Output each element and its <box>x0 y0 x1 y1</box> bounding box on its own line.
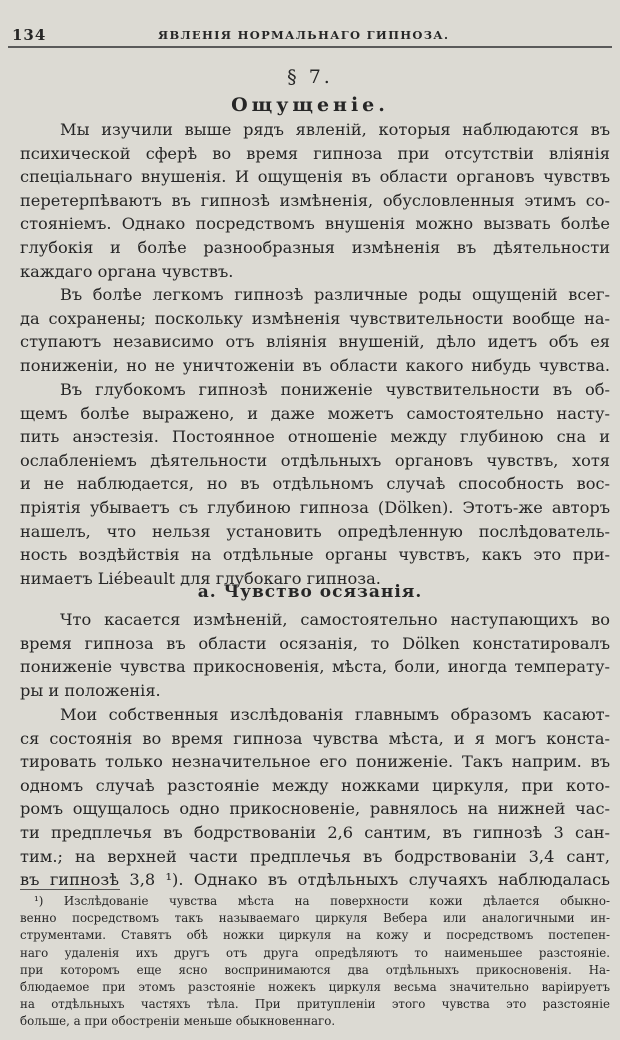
text-line: Мои собственныя изслѣдованія главнымъ образомъ касают- <box>60 705 610 724</box>
text-line: Что касается измѣненій, самостоятельно наступающихъ во <box>60 610 610 629</box>
running-title: ЯВЛЕНІЯ НОРМАЛЬНАГО ГИПНОЗА. <box>158 28 450 42</box>
page-number: 134 <box>12 26 47 44</box>
paragraph-4 <box>20 608 610 702</box>
text-line: ромъ ощущалось одно прикосновеніе, равнялось на нижней час- <box>20 799 610 819</box>
text-line: Мы изучили выше рядъ явленій, которыя наблюдаются въ <box>60 120 610 139</box>
text-line: психической сферѣ во время гипноза при отсутствіи вліянія <box>20 143 610 163</box>
text-line: ослабленіемъ дѣятельности отдѣльныхъ органовъ чувствъ, хотя <box>20 450 610 470</box>
paragraph-2 <box>20 283 610 377</box>
footnote-line: венно посредствомъ такъ называемаго циркуля Вебера или аналогичными ин- <box>20 911 610 926</box>
text-line: да сохранены; поскольку измѣненія чувствительности вообще на- <box>20 308 610 328</box>
page-header <box>8 24 612 48</box>
footnote-divider <box>20 889 120 890</box>
text-line: спеціальнаго внушенія. И ощущенія въ области органовъ чувствъ <box>20 167 610 187</box>
text-line: стояніемъ. Однако посредствомъ внушенія можно вызвать болѣе <box>20 214 610 234</box>
paragraph-3 <box>20 378 610 590</box>
footnote-line: блюдаемое при этомъ разстояніе ножекъ циркуля весьма значительно варіируетъ <box>20 980 610 995</box>
paragraph-5 <box>20 703 610 892</box>
text-line: пониженіе чувства прикосновенія, мѣста, боли, иногда температу- <box>20 657 610 677</box>
subsection-title: а. Чувство осязанія. <box>197 582 423 602</box>
text-line: Въ глубокомъ гипнозѣ пониженіе чувствительности въ об- <box>60 380 610 399</box>
footnote-line: на отдѣльныхъ частяхъ тѣла. При притупленіи этого чувства это разстояніе <box>20 997 610 1012</box>
section-title: Ощущеніе. <box>231 94 389 116</box>
text-line: пониженіи, но не уничтоженіи въ области какого нибудь чувства. <box>20 355 610 375</box>
text-line: ступаютъ независимо отъ вліянія внушеній, дѣло идетъ объ ея <box>20 332 610 352</box>
footnote-line: струментами. Ставятъ обѣ ножки циркуля на кожу и посредствомъ постепен- <box>20 928 610 943</box>
text-line: ры и положенія. <box>20 680 161 700</box>
footnote-line: наго удаленія ихъ другъ отъ друга опредѣляютъ то наименьшее разстояніе. <box>20 945 610 960</box>
text-line: и не наблюдается, но въ отдѣльномъ случаѣ способность вос- <box>20 474 610 494</box>
footnote-line: ¹) Изслѣдованіе чувства мѣста на поверхности кожи дѣлается обыкно- <box>34 894 610 908</box>
text-line: ти предплечья въ бодрствованіи 2,6 сантим, въ гипнозѣ 3 сан- <box>20 822 610 842</box>
text-line: тим.; на верхней части предплечья въ бодрствованіи 3,4 сант, <box>20 846 610 866</box>
text-line: пить анэстезія. Постоянное отношеніе между глубиною сна и <box>20 427 610 447</box>
text-line: тировать только незначительное его пониженіе. Такъ наприм. въ <box>20 752 610 772</box>
footnote-line: больше, а при обостреніи меньше обыкновеннаго. <box>20 1014 336 1029</box>
text-line: нимаетъ Liébeault для глубокаго гипноза. <box>20 568 381 588</box>
footnote-line: при которомъ еще ясно воспринимаются два отдѣльныхъ прикосновенія. На- <box>20 962 610 977</box>
text-line: время гипноза въ области осязанія, то Dölken констатировалъ <box>20 633 610 653</box>
text-line: Въ болѣе легкомъ гипнозѣ различные роды ощущеній всег- <box>60 285 610 304</box>
text-line: ность воздѣйствія на отдѣльные органы чувствъ, какъ это при- <box>20 545 610 565</box>
text-line: одномъ случаѣ разстояніе между ножками циркуля, при кото- <box>20 775 610 795</box>
footnote <box>20 893 610 1031</box>
paragraph-1 <box>20 118 610 283</box>
text-line: нашелъ, что нельзя установить опредѣленную послѣдователь- <box>20 521 610 541</box>
section-number: § 7. <box>287 66 333 88</box>
text-line: пріятія убываетъ съ глубиною гипноза (Dölken). Этотъ-же авторъ <box>20 497 610 517</box>
text-line: глубокія и болѣе разнообразныя измѣненія въ дѣятельности <box>20 237 610 257</box>
text-line: каждаго органа чувствъ. <box>20 261 234 281</box>
text-line: ся состоянія во время гипноза чувства мѣста, и я могъ конста- <box>20 728 610 748</box>
text-line: щемъ болѣе выражено, и даже можетъ самостоятельно насту- <box>20 403 610 423</box>
text-line: въ гипнозѣ 3,8 ¹). Однако въ отдѣльныхъ случаяхъ наблюдалась <box>20 870 610 890</box>
text-line: перетерпѣваютъ въ гипнозѣ измѣненія, обусловленныя этимъ со- <box>20 190 610 210</box>
